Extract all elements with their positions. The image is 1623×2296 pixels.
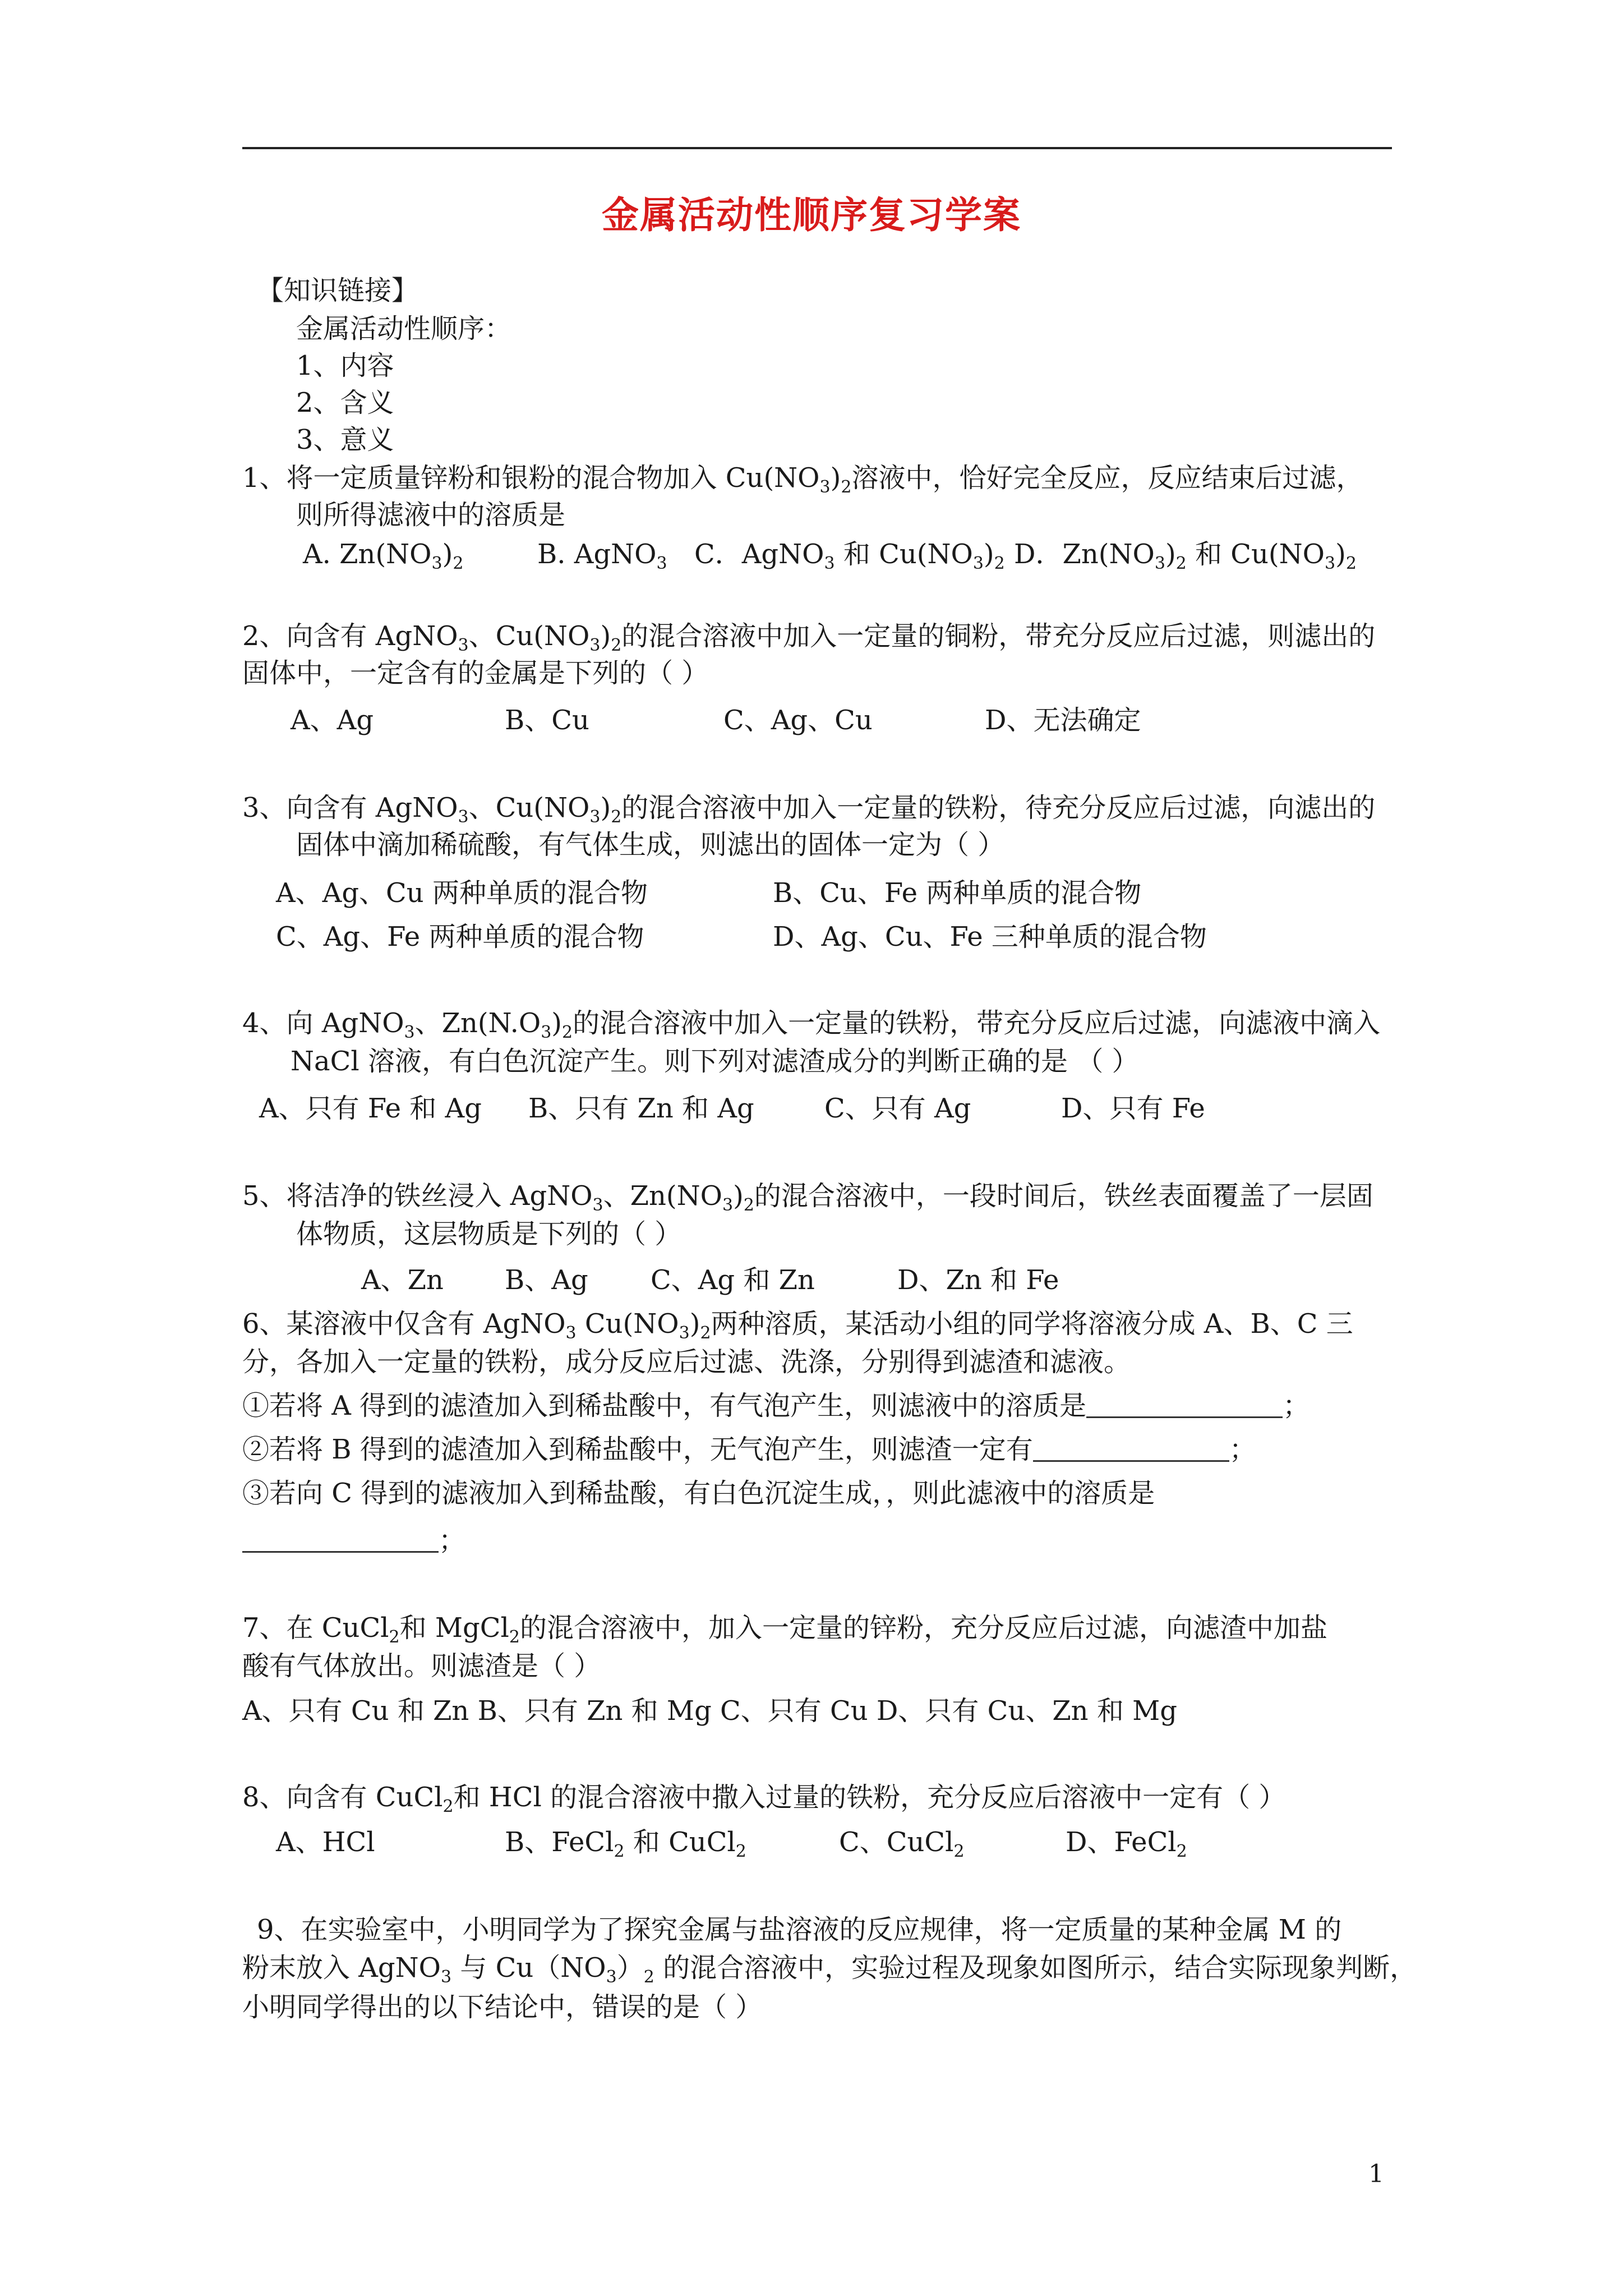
q1-stem-line2: 则所得滤液中的溶质是	[296, 499, 566, 531]
q4-option-d: D、只有 Fe	[1061, 1093, 1205, 1124]
q4-option-b: B、只有 Zn 和 Ag	[528, 1093, 754, 1124]
q5-option-c: C、Ag 和 Zn	[651, 1264, 815, 1296]
q2-option-b: B、Cu	[505, 705, 589, 736]
q1-option-a: A. $Zn(NO_3)_2$	[303, 539, 464, 573]
q6-answer-3-blank[interactable]	[242, 1529, 439, 1553]
q7-options: A、只有 Cu 和 Zn B、只有 Zn 和 Mg C、只有 Cu D、只有 Cu、Zn 和 Mg	[242, 1695, 1177, 1727]
q8-option-c: C、CuCl$_2$	[839, 1826, 965, 1861]
q4-option-c: C、只有 Ag	[824, 1093, 971, 1124]
q7-stem-line2: 酸有气体放出。则滤渣是（ ）	[242, 1650, 601, 1682]
q9-line-1: 9、在实验室中，小明同学为了探究金属与盐溶液的反应规律，将一定质量的某种金属 M 的	[257, 1914, 1342, 1945]
q5-stem-line2: 体物质，这层物质是下列的（ ）	[296, 1218, 682, 1250]
q8-option-a: A、HCl	[276, 1826, 375, 1858]
q8-option-b: B、FeCl$_2$ 和 CuCl$_2$	[505, 1826, 746, 1861]
q3-stem: 3、向含有 AgNO$_3$、$Cu(NO_3)_2$的混合溶液中加入一定量的铁粉，待充分反应后过滤，向滤出的	[242, 792, 1376, 827]
q2-stem-line2: 固体中，一定含有的金属是下列的（ ）	[242, 657, 709, 689]
q6-sub-3: ③若向 C 得到的滤液加入到稀盐酸，有白色沉淀生成，，则此滤液中的溶质是	[242, 1478, 1155, 1509]
q3-option-d: D、Ag、Cu、Fe 三种单质的混合物	[773, 921, 1207, 953]
q6-sub-2: ②若将 B 得到的滤渣加入到稀盐酸中，无气泡产生，则滤渣一定有 ；	[242, 1434, 1256, 1465]
header-rule	[242, 147, 1392, 149]
q9-line-2: 粉末放入 AgNO$_3$ 与 $Cu(NO_3)_2$ 的混合溶液中，实验过程及现象如图所示，结合实际现象判断，	[242, 1952, 1417, 1987]
q5-option-a: A、Zn	[361, 1264, 444, 1296]
knowledge-item-1: 1、内容	[296, 350, 394, 381]
q4-stem-line2: NaCl 溶液，有白色沉淀产生。则下列对滤渣成分的判断正确的是 （ ）	[291, 1046, 1139, 1077]
q5-option-b: B、Ag	[505, 1264, 588, 1296]
q4-option-a: A、只有 Fe 和 Ag	[259, 1093, 482, 1124]
q6-answer-2-blank[interactable]	[1033, 1438, 1229, 1462]
q8-option-d: D、FeCl$_2$	[1066, 1826, 1187, 1861]
q3-stem-line2: 固体中滴加稀硫酸，有气体生成，则滤出的固体一定为（ ）	[296, 829, 1005, 861]
q1-option-d: D．$Zn(NO_3)_2$ 和 $Cu(NO_3)_2$	[1014, 539, 1357, 573]
q5-option-d: D、Zn 和 Fe	[897, 1264, 1059, 1296]
q2-option-c: C、Ag、Cu	[723, 705, 873, 736]
q3-option-b: B、Cu、Fe 两种单质的混合物	[773, 877, 1142, 909]
knowledge-item-2: 2、含义	[296, 387, 394, 418]
q9-line-3: 小明同学得出的以下结论中，错误的是（ ）	[242, 1991, 763, 2023]
q2-option-d: D、无法确定	[985, 705, 1141, 736]
q6-sub-3-answer: ；	[242, 1524, 465, 1557]
q6-sub-1: ①若将 A 得到的滤渣加入到稀盐酸中，有气泡产生，则滤液中的溶质是 ；	[242, 1390, 1310, 1421]
q5-stem: 5、将洁净的铁丝浸入 AgNO$_3$、$Zn(NO_3)_2$的混合溶液中，一段时间后，铁丝表面覆盖了一层固	[242, 1180, 1373, 1215]
knowledge-sub: 金属活动性顺序：	[296, 313, 512, 344]
q1-option-c: C．AgNO$_3$ 和 $Cu(NO_3)_2$	[694, 539, 1005, 573]
q3-option-a: A、Ag、Cu 两种单质的混合物	[276, 877, 648, 909]
q6-stem-line2: 分，各加入一定量的铁粉，成分反应后过滤、洗涤，分别得到滤渣和滤液。	[242, 1346, 1131, 1378]
q1-stem: 1、将一定质量锌粉和银粉的混合物加入 $Cu(NO_3)_2$溶液中，恰好完全反应，反应结束后过滤，	[242, 462, 1363, 497]
page-title: 金属活动性顺序复习学案	[602, 193, 1021, 237]
q4-stem: 4、向 AgNO$_3$、$Zn(N.O_3)_2$的混合溶液中加入一定量的铁粉，带充分反应后过滤，向滤液中滴入	[242, 1007, 1381, 1042]
q2-stem: 2、向含有 AgNO$_3$、$Cu(NO_3)_2$的混合溶液中加入一定量的铜粉，带充分反应后过滤，则滤出的	[242, 620, 1376, 655]
q8-stem: 8、向含有 CuCl$_2$和 HCl 的混合溶液中撒入过量的铁粉，充分反应后溶液中一定有（ ）	[242, 1782, 1286, 1816]
q7-stem: 7、在 CuCl$_2$和 MgCl$_2$的混合溶液中，加入一定量的锌粉，充分反应后过滤，向滤渣中加盐	[242, 1612, 1327, 1647]
page-number: 1	[1368, 2160, 1384, 2188]
q6-stem: 6、某溶液中仅含有 AgNO$_3$ $Cu(NO_3)_2$两种溶质，某活动小组的同学将溶液分成 A、B、C 三	[242, 1308, 1353, 1343]
q1-option-b: B. AgNO$_3$	[537, 539, 667, 573]
knowledge-heading: 【知识链接】	[257, 275, 419, 306]
knowledge-item-3: 3、意义	[296, 424, 394, 455]
q6-answer-1-blank[interactable]	[1086, 1394, 1283, 1418]
q3-option-c: C、Ag、Fe 两种单质的混合物	[276, 921, 644, 953]
q2-option-a: A、Ag	[291, 705, 374, 736]
